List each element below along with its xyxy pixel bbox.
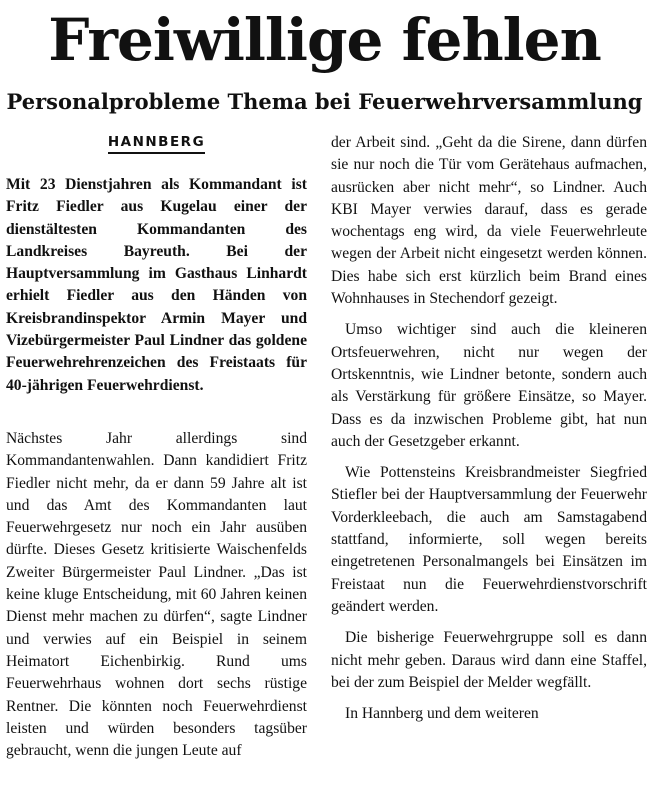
body-paragraph: Die bisherige Feuerwehrgruppe soll es dann nicht mehr geben. Daraus wird dann eine Staffel, bei der zum Beispiel der Melder wegfällt. bbox=[331, 629, 647, 691]
location-tag bbox=[6, 132, 307, 152]
body-paragraph: Nächstes Jahr allerdings sind Kommandantenwahlen. Dann kandidiert Fritz Fiedler nicht mehr, da er dann 59 Jahre alt ist und das Amt des Kommandanten laut Feuerwehrgesetz nur noch ein Jahr ausüben dürfte. Dieses Gesetz kritisierte Waischenfelds Zweiter Bürgermeister Paul Lindner. „Das ist keine kluge Entscheidung, mit 60 Jahren keinen Dienst mehr machen zu dürfen“, sagte Lindner und verwies auf ein Beispiel in seinem Heimatort Eichenbirkig. Rund ums Feuerwehrhaus wohnen dort sechs rüstige Rentner. Die könnten noch Feuerwehrdienst leisten und würden besonders tagsüber gebraucht, wenn die jungen Leute auf bbox=[6, 429, 307, 760]
subtitle: Personalprobleme Thema bei Feuerwehrversammlung bbox=[6, 89, 643, 114]
article-column-left bbox=[6, 132, 307, 762]
article-column-right bbox=[331, 132, 647, 725]
body-paragraph: In Hannberg und dem weiteren bbox=[345, 705, 539, 723]
location-label: HANNBERG bbox=[108, 134, 205, 154]
lede-paragraph: Mit 23 Dienstjahren als Kommandant ist Fritz Fiedler aus Kugelau einer der dienstältesten Kommandanten des Landkreises Bayreuth. Bei der Hauptversammlung im Gasthaus Linhardt erhielt Fiedler aus den Händen von Kreisbrandinspektor Armin Mayer und Vizebürgermeister Paul Lindner das goldene Feuerwehrehrenzeichen des Freistaats für 40-jährigen Feuerwehrdienst. bbox=[6, 176, 307, 394]
body-paragraph-continued: der Arbeit sind. „Geht da die Sirene, dann dürfen sie nur noch die Tür vom Gerätehaus aufmachen, ausrücken aber nicht mehr“, so Lindner. Auch KBI Mayer verwies darauf, dass es gerade wochentags eng wird, da viele Feuerwehrleute wegen der Arbeit nicht eingesetzt werden können. Dies habe sich erst kürzlich beim Brand eines Wohnhauses in Stechendorf gezeigt. bbox=[331, 134, 647, 308]
body-paragraph: Umso wichtiger sind auch die kleineren Ortsfeuerwehren, nicht nur wegen der Ortskenntnis, wie Lindner betonte, sondern auch als Verstärkung für größere Einsätze, so Mayer. Dass es da inzwischen Probleme gibt, hat nun auch der Gesetzgeber erkannt. bbox=[331, 321, 647, 450]
body-paragraph: Wie Pottensteins Kreisbrandmeister Siegfried Stiefler bei der Hauptversammlung der Feuerwehr Vorderkleebach, die auch am Samstagabend stattfand, informierte, soll wegen bereits eingetretenen Personalmangels bei Einsätzen im Freistaat nun die Feuerwehrdienstvorschrift geändert werden. bbox=[331, 464, 647, 615]
headline: Freiwillige fehlen bbox=[48, 6, 601, 74]
